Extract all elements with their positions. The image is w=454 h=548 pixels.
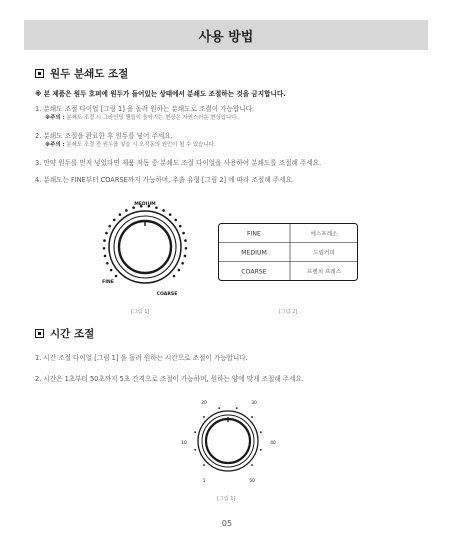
table-cell-type: 프렌치 프레스 [306,269,342,276]
section-marker-icon [35,69,44,78]
dial-dot [184,239,187,242]
dial-dot [105,232,108,235]
grind-label-medium: MEDIUM [134,202,156,207]
grind-item-2: 2. 분쇄도 조절을 완료한 후 원두를 넣어 주세요. [35,132,173,140]
dial-dot [179,225,182,228]
time-item-2: 2. 시간은 1초부터 50초까지 5초 간격으로 조절이 가능하며, 원하는 양에 맞게 조절해 주세요. [35,375,304,383]
dial-dot [119,213,122,216]
dial-dot [185,247,188,250]
time-figure-1-caption: [그림 1] [217,496,236,502]
figure-2-caption: [그림 2] [279,309,298,315]
dial-dot [125,209,128,212]
page-number: 05 [221,519,233,528]
figure-1-caption: [그림 1] [131,309,150,315]
dial-dot [181,262,184,265]
dial-dot [162,209,165,212]
time-dial-illustration [176,394,280,488]
dial-dot [182,232,185,235]
dial-dot [236,407,238,409]
dial-dot [110,269,113,272]
dial-dot [169,213,172,216]
note-text: 분쇄도 조절 전 원두를 넣을 시 오작동의 원인이 될 수 있습니다. [64,142,216,148]
grind-dial-illustration [95,192,195,302]
dial-dot [203,464,205,466]
page-header-bar [24,20,428,50]
dial-dot [104,255,107,258]
dial-dot [106,262,109,265]
time-dial-knob [206,419,250,463]
dial-dot [113,219,116,222]
grind-item-4: 4. 분쇄도는 FINE부터 COARSE까지 가능하며, 추출 유형 [그림 2] 에 따라 조절해 주세요. [35,176,294,184]
grind-item-1: 1. 분쇄도 조절 다이얼 [그림 1] 을 돌려 원하는 분쇄도로 조절이 가능합니다. [35,105,255,113]
grind-item-3: 3. 만약 원두를 먼저 넣었다면 제품 작동 중 분쇄도 조절 다이얼을 사용하여 분쇄도를 조절해 주세요. [35,159,322,167]
table-cell-grind: MEDIUM [241,249,267,257]
dial-dot [260,431,262,433]
dial-dot [194,431,196,433]
grind-type-table [218,223,358,281]
dial-dot [251,464,253,466]
grind-item-1-note [45,113,238,121]
time-label-30: 30 [251,401,257,406]
dial-dot [174,219,177,222]
table-cell-grind: COARSE [241,268,267,276]
grind-item-2-note [45,140,215,148]
dial-dot [173,275,176,278]
dial-dot [203,416,205,418]
note-text: 분쇄도 조절 시 그라인딩 핸들이 돌아가는 현상은 자연스러운 현상입니다. [64,115,239,121]
time-label-40: 40 [270,441,276,446]
section-title-time [35,326,94,341]
dial-dot [115,275,118,278]
table-cell-type: 에스프레소 [310,231,338,238]
dial-dot [218,407,220,409]
time-label-50: 50 [249,479,255,484]
dial-dot [251,416,253,418]
section-title-grind [35,66,128,81]
grind-label-fine: FINE [102,280,114,285]
dial-dot [178,269,181,272]
dial-dot [184,255,187,258]
dial-dot [103,247,106,250]
section-title-grind-text: 원두 분쇄도 조절 [50,68,129,80]
grind-dial-knob [119,221,171,273]
table-cell-grind: FINE [247,230,261,238]
note-label: ※주의 : [45,115,65,121]
note-label: ※주의 : [45,142,65,148]
page-title: 사용 방법 [198,29,254,45]
time-label-20: 20 [201,401,207,406]
time-label-1: 1 [202,479,206,484]
section-title-time-text: 시간 조절 [50,328,95,340]
dial-dot [260,449,262,451]
table-cell-type: 드립커피 [313,250,335,257]
time-item-1: 1. 시간 조절 다이얼 [그림 1] 을 돌려 원하는 시간으로 조절이 가능합니다. [35,354,248,362]
section-marker-icon [35,329,44,338]
dial-dot [103,239,106,242]
dial-dot [194,449,196,451]
grind-warning: ※ 본 제품은 원두 호퍼에 원두가 들어있는 상태에서 분쇄도 조절하는 것을 금지합니다. [35,90,286,98]
dial-dot [108,225,111,228]
time-label-10: 10 [181,441,187,446]
grind-label-coarse: COARSE [156,292,178,297]
